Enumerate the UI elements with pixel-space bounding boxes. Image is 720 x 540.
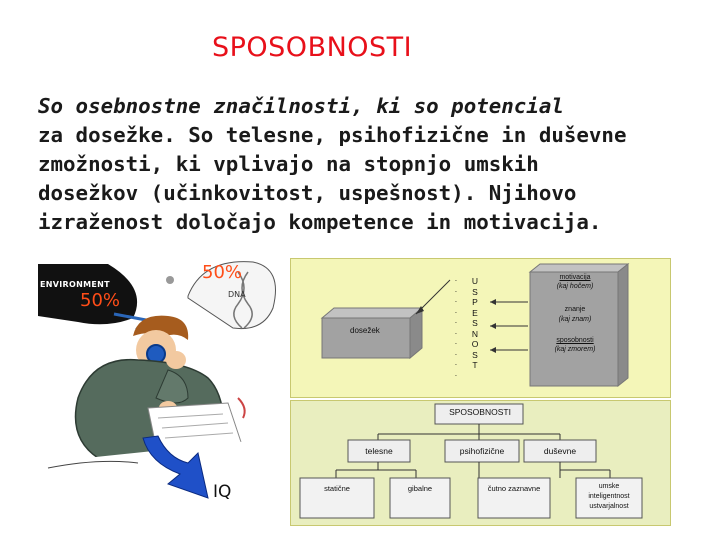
node-ustvarjalnost: ustvarjalnost: [589, 503, 629, 510]
abilities-sub-label: (kaj zmorem): [554, 346, 596, 353]
slide-body: [38, 92, 718, 237]
node-staticne: statične: [324, 484, 350, 493]
letter: E: [472, 307, 478, 318]
environment-label: ENVIRONMENT: [40, 280, 110, 289]
motivation-label: motivacija: [559, 274, 591, 281]
node-psihofizicne: psihofizične: [459, 446, 505, 456]
iq-label: IQ: [213, 482, 232, 502]
letter: N: [471, 328, 479, 339]
uspesnost-vertical-word: [470, 276, 480, 371]
slide-title: SPOSOBNOSTI: [212, 32, 413, 63]
knowledge-sub-label: (kaj znam): [558, 316, 592, 323]
body-line: izraženost določajo kompetence in motivacija.: [38, 210, 602, 234]
body-line: dosežkov (učinkovitost, uspešnost). Njihovo: [38, 181, 577, 205]
body-line: zmožnosti, ki vplivajo na stopnjo umskih: [38, 152, 539, 176]
letter: S: [472, 286, 478, 297]
knowledge-label: znanje: [564, 306, 586, 313]
dna-percent: 50%: [202, 262, 243, 283]
letter: T: [472, 360, 478, 370]
body-line: za dosežke. So telesne, psihofizične in duševne: [38, 123, 627, 147]
motivation-sub-label: (kaj hočem): [556, 283, 594, 290]
letter: S: [472, 318, 478, 328]
node-dusevne: duševne: [543, 446, 577, 456]
letter: P: [472, 297, 478, 307]
body-line: So osebnostne značilnosti, ki so potencial: [38, 94, 564, 118]
dots-column: · · · · · · · · · ·: [454, 276, 458, 380]
abilities-label: sposobnosti: [556, 337, 594, 344]
student-illustration: [38, 258, 278, 515]
node-gibalne: gibalne: [407, 484, 433, 493]
letter: O: [471, 339, 479, 349]
dosezek-box-label: dosežek: [350, 326, 380, 335]
node-telesne: telesne: [365, 446, 393, 456]
dna-label: DNA: [228, 290, 246, 299]
node-cutno-zaznavne: čutno zaznavne: [487, 484, 541, 493]
node-umske: umske: [598, 483, 620, 490]
node-inteligentnost: inteligentnost: [588, 493, 630, 500]
letter: U: [471, 276, 479, 286]
letter: S: [472, 349, 478, 360]
abilities-root-node: SPOSOBNOSTI: [449, 407, 511, 417]
environment-percent: 50%: [80, 290, 121, 311]
